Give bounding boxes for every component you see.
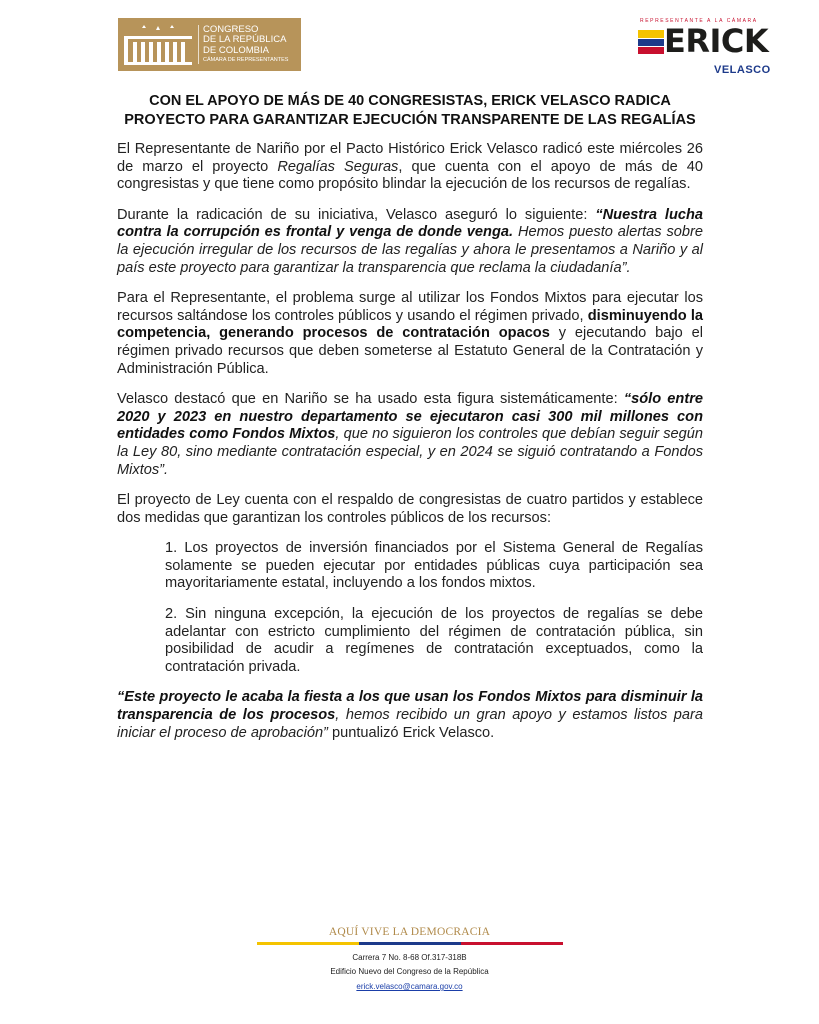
title-line-1: CON EL APOYO DE MÁS DE 40 CONGRESISTAS, ERICK VELASCO RADICA	[149, 93, 671, 109]
paragraph-1	[117, 141, 703, 194]
p4-quote-bold: “sólo entre 2020 y 2023 en nuestro departamento se ejecutaron casi 300 mil millones con entidades como Fondos Mixtos	[117, 391, 703, 443]
p2-quote-bold: “Nuestra lucha contra la corrupción es frontal y venga de donde venga.	[117, 206, 703, 241]
p1-text-c: , que cuenta con el apoyo de más de 40 congresistas y que tiene como propósito blindar la ejecución de los recursos de regalías.	[117, 158, 703, 193]
press-release-body	[117, 141, 703, 755]
erick-surname: VELASCO	[714, 64, 771, 76]
p6-quote: , hemos recibido un gran apoyo y estamos listos para iniciar el proceso de aprobación”	[117, 707, 703, 741]
congreso-logo	[118, 18, 301, 71]
p4-quote: , que no siguieron los controles que debían seguir según la Ley 80, sino mediante contratación especial, y en 2024 se siguió contratando a Fondos Mixtos”.	[117, 426, 703, 478]
p4-text-a: Velasco destacó que en Nariño se ha usado esta figura sistemáticamente:	[117, 391, 624, 408]
p3-bold: disminuyendo la competencia, generando procesos de contratación opacos	[117, 307, 704, 342]
footer-address-2: Edificio Nuevo del Congreso de la República	[330, 967, 489, 976]
footer-address-1: Carrera 7 No. 8-68 Of.317-318B	[352, 953, 467, 962]
erick-name: ERICK	[664, 22, 769, 60]
footer-email-link[interactable]: erick.velasco@camara.gov.co	[356, 982, 463, 991]
footer-slogan: AQUÍ VIVE LA DEMOCRACIA	[328, 926, 491, 938]
list-item: 1. Los proyectos de inversión financiados por el Sistema General de Regalías solamente se pueden ejecutar por entidades públicas cuya participación sea mayoritariamente estatal, incluyendo a los fondos mixtos.	[165, 540, 703, 592]
p6-text-c: puntualizó Erick Velasco.	[327, 724, 495, 741]
colombia-flag-bar	[257, 942, 563, 945]
erick-velasco-logo	[634, 18, 771, 76]
colombia-flag-e-icon	[638, 28, 664, 54]
flag-bar-blue	[359, 942, 461, 945]
title-line-2: PROYECTO PARA GARANTIZAR EJECUCIÓN TRANSPARENTE DE LAS REGALÍAS	[124, 112, 696, 128]
p3-text-c: y ejecutando bajo el régimen privado recursos que deben someterse al Estatuto General de la Contratación y Administración Pública.	[117, 325, 704, 377]
p6-quote-bold: “Este proyecto le acaba la fiesta a los que usan los Fondos Mixtos para disminuir la transparencia de los procesos	[117, 689, 703, 724]
list-item: 2. Sin ninguna excepción, la ejecución de los proyectos de regalías se debe adelantar con estricto cumplimiento del régimen de contratación pública, sin posibilidad de acudir a regímenes de contratación exceptuados, como la contratación privada.	[165, 606, 703, 675]
paragraph-5: El proyecto de Ley cuenta con el respaldo de congresistas de cuatro partidos y establece dos medidas que garantizan los controles públicos de los recursos:	[117, 492, 703, 526]
erick-tagline: REPRESENTANTE A LA CÁMARA	[640, 18, 758, 24]
congreso-wordmark	[198, 25, 288, 65]
paragraph-2	[117, 207, 703, 277]
p1-project-name: Regalías Seguras	[277, 158, 399, 175]
p3-text-a: Para el Representante, el problema surge al utilizar los Fondos Mixtos para ejecutar los recursos saltándose los controles públicos y usando el régimen privado,	[117, 290, 703, 324]
congreso-line-2: DE LA REPÚBLICA	[203, 34, 287, 46]
congreso-line-4: CÁMARA DE REPRESENTANTES	[203, 57, 289, 64]
congreso-line-3: DE COLOMBIA	[203, 44, 269, 56]
measures-list	[117, 540, 703, 676]
congreso-line-1: CONGRESO	[203, 23, 259, 35]
press-release-title	[110, 92, 710, 130]
p2-text-a: Durante la radicación de su iniciativa, Velasco aseguró lo siguiente:	[117, 206, 596, 223]
paragraph-4	[117, 391, 703, 479]
paragraph-3	[117, 290, 703, 378]
p1-text-a: El Representante de Nariño por el Pacto Histórico Erick Velasco radicó este miércoles 26 de marzo el proyecto	[117, 141, 703, 175]
flag-bar-red	[461, 942, 563, 945]
capitol-building-icon	[118, 18, 198, 71]
paragraph-6	[117, 689, 703, 742]
flag-bar-yellow	[257, 942, 359, 945]
page-footer	[0, 926, 819, 993]
p2-quote: Hemos puesto alertas sobre la ejecución irregular de los recursos de las regalías y ahora le presentamos a Nariño y al país este proyecto para garantizar la transparencia que reclama la ciudadanía”.	[117, 224, 703, 276]
